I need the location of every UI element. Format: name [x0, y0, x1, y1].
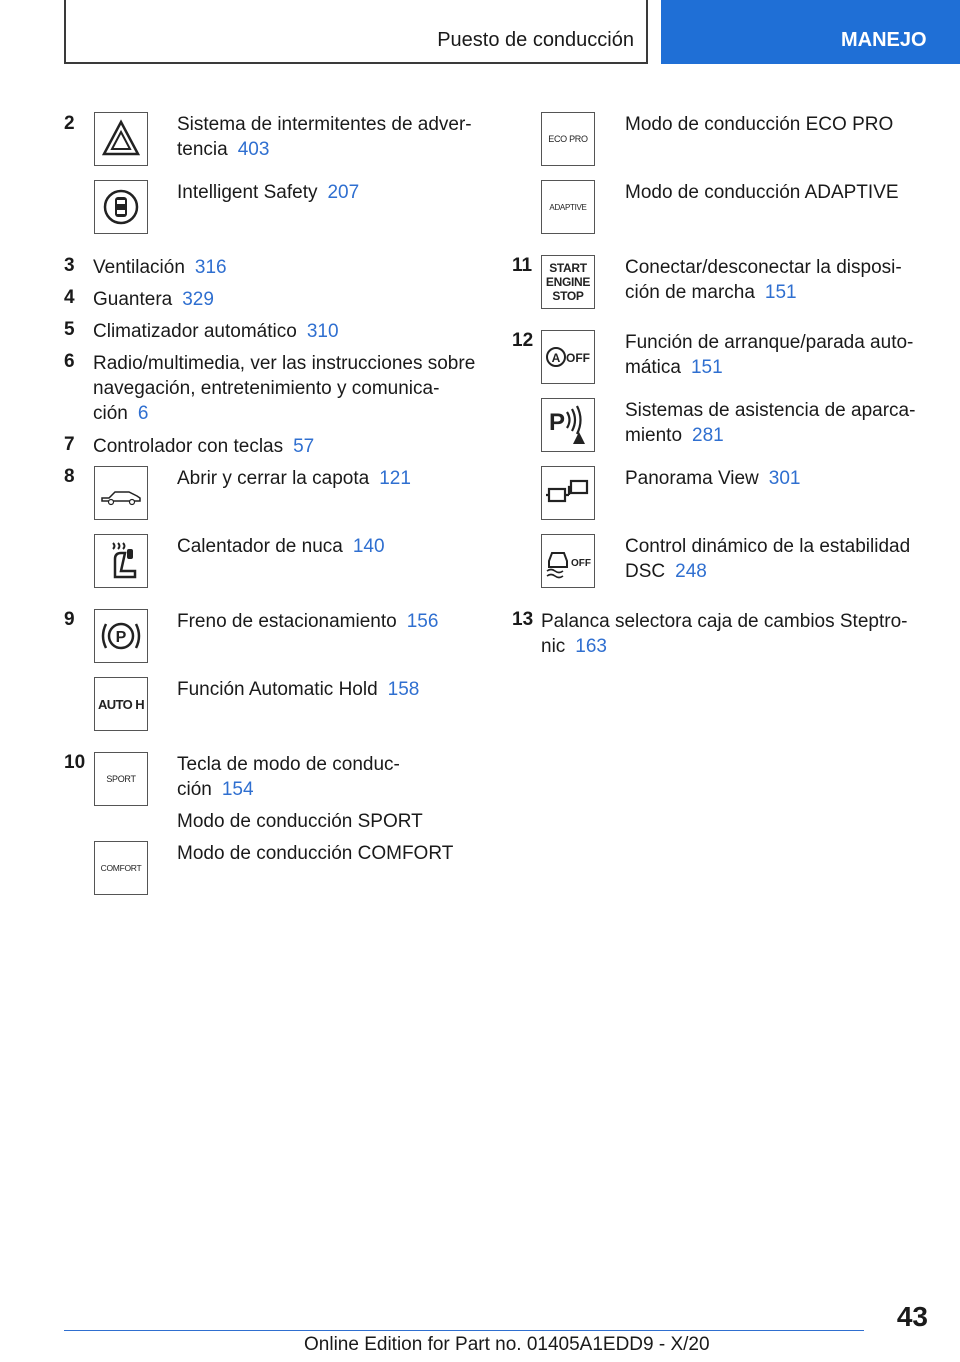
entry-text: [625, 112, 893, 137]
page-ref-link[interactable]: 156: [406, 611, 439, 632]
neck-warmer-icon: [94, 534, 148, 588]
auto-hold-icon: [94, 677, 148, 731]
footer-divider: [64, 1330, 864, 1331]
page-ref-link[interactable]: 151: [690, 357, 723, 378]
entry-line: Controlador con teclas: [93, 436, 284, 457]
page-ref-link[interactable]: 163: [575, 636, 607, 657]
item-number: 10: [64, 752, 86, 773]
item-number: 12: [512, 330, 534, 351]
icon-label: ADAPTIVE: [549, 202, 587, 212]
entry-line: Sistema de intermitentes de adver-: [177, 114, 472, 135]
entry-line: Función Automatic Hold: [177, 679, 378, 700]
item-number: 11: [512, 255, 533, 276]
icon-label: OFF: [566, 351, 590, 365]
adaptive-mode-icon: [541, 180, 595, 234]
entry-line: Modo de conducción ECO PRO: [625, 114, 894, 135]
header-section-box: [64, 0, 648, 64]
page-ref-link[interactable]: 316: [194, 257, 227, 278]
entry-line: Climatizador automático: [93, 321, 297, 342]
icon-label: SPORT: [106, 774, 136, 784]
entry-text: [93, 434, 314, 459]
page-ref-link[interactable]: 301: [768, 468, 801, 489]
icon-label: ENGINE: [545, 275, 591, 289]
entry-line: ción de marcha: [625, 282, 755, 303]
comfort-mode-icon: [94, 841, 148, 895]
page-ref-link[interactable]: 121: [379, 468, 411, 489]
entry-text: [93, 255, 227, 280]
icon-label: START: [549, 261, 587, 275]
entry-line: Modo de conducción COMFORT: [177, 843, 454, 864]
icon-label: COMFORT: [100, 863, 142, 873]
entry-text: [177, 752, 400, 802]
start-stop-button-icon: [541, 255, 595, 309]
icon-label: OFF: [571, 558, 591, 569]
entry-text: [625, 330, 913, 380]
intelligent-safety-icon: [94, 180, 148, 234]
entry-line: Freno de estacionamiento: [177, 611, 397, 632]
icon-label: ECO PRO: [548, 134, 588, 144]
page-ref-link[interactable]: 207: [327, 182, 360, 203]
hazard-warning-icon: [94, 112, 148, 166]
item-number: 3: [64, 255, 75, 276]
item-number: 5: [64, 319, 75, 340]
entry-line: Tecla de modo de conduc-: [177, 754, 400, 775]
entry-line: ción: [93, 403, 128, 424]
entry-line: Abrir y cerrar la capota: [177, 468, 370, 489]
dsc-off-icon: [541, 534, 595, 588]
icon-label: STOP: [552, 289, 584, 303]
entry-line: miento: [625, 425, 683, 446]
sport-mode-icon: [94, 752, 148, 806]
entry-text: [177, 609, 438, 634]
page-ref-link[interactable]: 403: [237, 139, 270, 160]
entry-line: Función de arranque/parada auto-: [625, 332, 914, 353]
item-number: 8: [64, 466, 75, 487]
entry-line: Modo de conducción ADAPTIVE: [625, 182, 899, 203]
entry-line: Sistemas de asistencia de aparca-: [625, 400, 916, 421]
item-number: 13: [512, 609, 534, 630]
eco-pro-mode-icon: [541, 112, 595, 166]
svg-text:P: P: [549, 409, 566, 436]
entry-text: [93, 319, 339, 344]
entry-text: [177, 466, 411, 491]
page-ref-link[interactable]: 57: [293, 436, 315, 457]
icon-label: AUTO H: [98, 696, 144, 712]
item-number: 2: [64, 113, 75, 134]
page-ref-link[interactable]: 158: [387, 679, 420, 700]
page-ref-link[interactable]: 6: [137, 403, 149, 424]
entry-line: Calentador de nuca: [177, 536, 343, 557]
chapter-tab[interactable]: [661, 0, 960, 64]
entry-line: Intelligent Safety: [177, 182, 318, 203]
entry-text: [177, 112, 472, 162]
parking-brake-icon: [94, 609, 148, 663]
page-ref-link[interactable]: 140: [352, 536, 385, 557]
entry-text: [177, 809, 423, 834]
svg-text:P: P: [115, 629, 127, 646]
entry-line: Modo de conducción SPORT: [177, 811, 423, 832]
svg-text:A: A: [551, 351, 561, 365]
page-ref-link[interactable]: 154: [221, 779, 254, 800]
entry-text: [625, 398, 915, 448]
entry-line: Guantera: [93, 289, 173, 310]
entry-line: tencia: [177, 139, 228, 160]
item-number: 7: [64, 434, 75, 455]
convertible-top-icon: [94, 466, 148, 520]
entry-text: [625, 255, 902, 305]
entry-text: [177, 180, 359, 205]
auto-start-stop-off-icon: [541, 330, 595, 384]
entry-text: [177, 534, 385, 559]
entry-text: [625, 180, 899, 205]
page-ref-link[interactable]: 281: [692, 425, 724, 446]
page-ref-link[interactable]: 329: [182, 289, 214, 310]
panorama-view-icon: [541, 466, 595, 520]
entry-text: [177, 677, 419, 702]
page-ref-link[interactable]: 248: [675, 561, 707, 582]
entry-line: Palanca selectora caja de cambios Steptro-: [541, 611, 908, 632]
entry-line: Ventilación: [93, 257, 185, 278]
entry-line: Conectar/desconectar la disposi-: [625, 257, 902, 278]
entry-line: mática: [625, 357, 681, 378]
entry-text: [625, 466, 800, 491]
entry-line: ción: [177, 779, 212, 800]
section-title: Puesto de conducción: [437, 29, 634, 51]
entry-text: [93, 351, 475, 426]
entry-text: [541, 609, 907, 659]
entry-text: [625, 534, 910, 584]
page-ref-link[interactable]: 151: [764, 282, 797, 303]
item-number: 6: [64, 351, 75, 372]
item-number: 9: [64, 609, 75, 630]
entry-line: navegación, entretenimiento y comunica-: [93, 378, 440, 399]
entry-text: [177, 841, 453, 866]
entry-line: Panorama View: [625, 468, 759, 489]
page-number: 43: [896, 1301, 928, 1332]
entry-line: DSC: [625, 561, 666, 582]
entry-line: nic: [541, 636, 566, 657]
parking-assist-icon: [541, 398, 595, 452]
entry-line: Radio/multimedia, ver las instrucciones sobre: [93, 353, 476, 374]
page-ref-link[interactable]: 310: [306, 321, 339, 342]
chapter-tab-label: MANEJO: [841, 29, 927, 51]
edition-text: Online Edition for Part no. 01405A1EDD9 - X/20: [304, 1334, 710, 1355]
item-number: 4: [64, 287, 75, 308]
entry-line: Control dinámico de la estabilidad: [625, 536, 911, 557]
entry-text: [93, 287, 214, 312]
